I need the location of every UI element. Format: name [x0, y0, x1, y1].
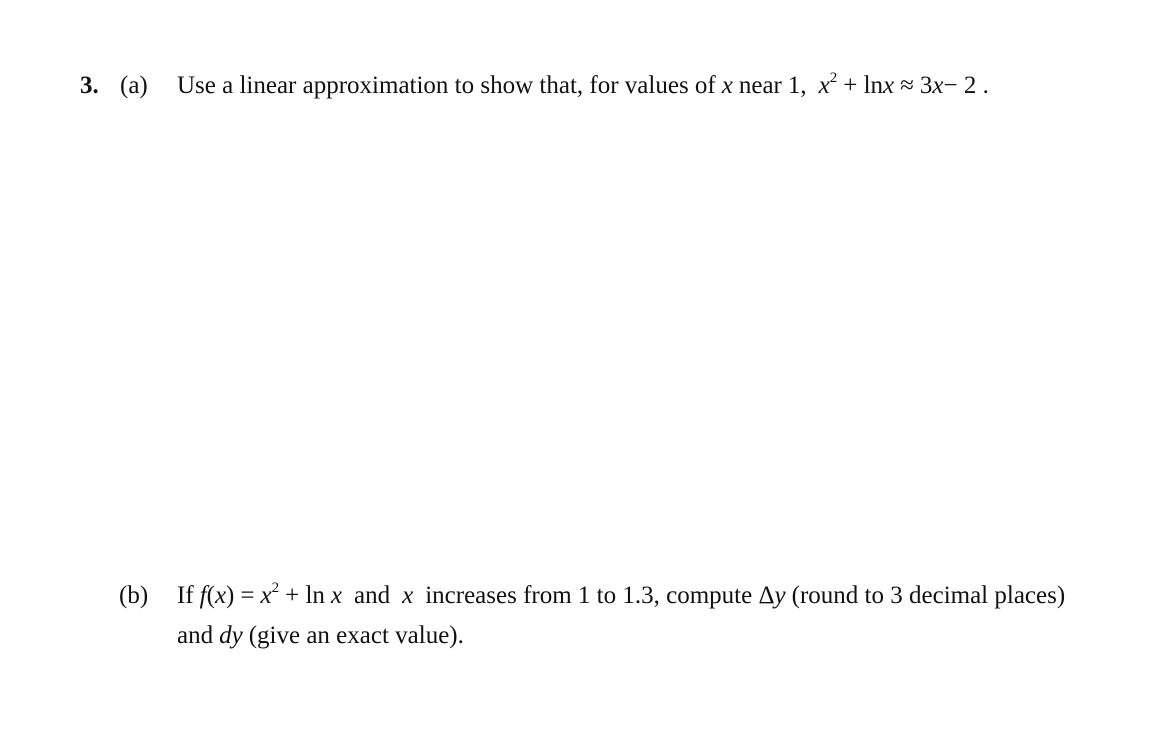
- question-number: 3.: [80, 72, 99, 99]
- part-b-label: (b): [119, 582, 149, 609]
- eq-rhs-rest: − 2 .: [943, 72, 989, 99]
- part-b-prompt-line2: [177, 623, 464, 648]
- eq-approx-symbol: ≈: [900, 72, 914, 99]
- f-variable: x: [214, 582, 227, 609]
- round-instruction: (round to 3 decimal places): [791, 582, 1066, 609]
- and-text: and: [354, 582, 391, 609]
- x-squared-exponent: 2: [271, 580, 280, 596]
- equals-sign: =: [240, 582, 255, 609]
- x-squared-base: x: [260, 582, 272, 609]
- part-a-equation: [819, 72, 989, 99]
- eq-exponent: 2: [829, 70, 838, 86]
- eq-x-ln-arg: x: [883, 72, 895, 99]
- eq-rhs-coefficient: 3: [919, 72, 933, 99]
- dy-variable: dy: [219, 622, 243, 649]
- part-a-text: Use a linear approximation to show that, for values of: [177, 72, 716, 99]
- part-a-near-text: near: [738, 72, 782, 99]
- eq-x: x: [818, 72, 830, 99]
- eq-rhs-x: x: [932, 72, 944, 99]
- ln-argument: x: [330, 582, 342, 609]
- f-name: f: [199, 582, 207, 609]
- f-paren-open: (: [206, 582, 215, 609]
- part-a-label: (a): [120, 72, 148, 99]
- exact-instruction: (give an exact value).: [248, 622, 464, 649]
- part-b-variable-x: x: [402, 582, 414, 609]
- line2-and: and: [177, 622, 214, 649]
- part-b-prompt-line1: [177, 580, 1066, 609]
- delta-y-variable: y: [774, 582, 786, 609]
- part-b-if: If: [177, 582, 194, 609]
- part-a-prompt: [177, 70, 989, 99]
- f-paren-close: ): [226, 582, 235, 609]
- eq-plus-ln: + ln: [843, 72, 884, 99]
- part-a-near-value: 1,: [787, 72, 807, 99]
- part-a-variable-x: x: [721, 72, 733, 99]
- plus-ln: + ln: [285, 582, 325, 609]
- increases-text: increases from 1 to 1.3, compute Δ: [425, 582, 775, 609]
